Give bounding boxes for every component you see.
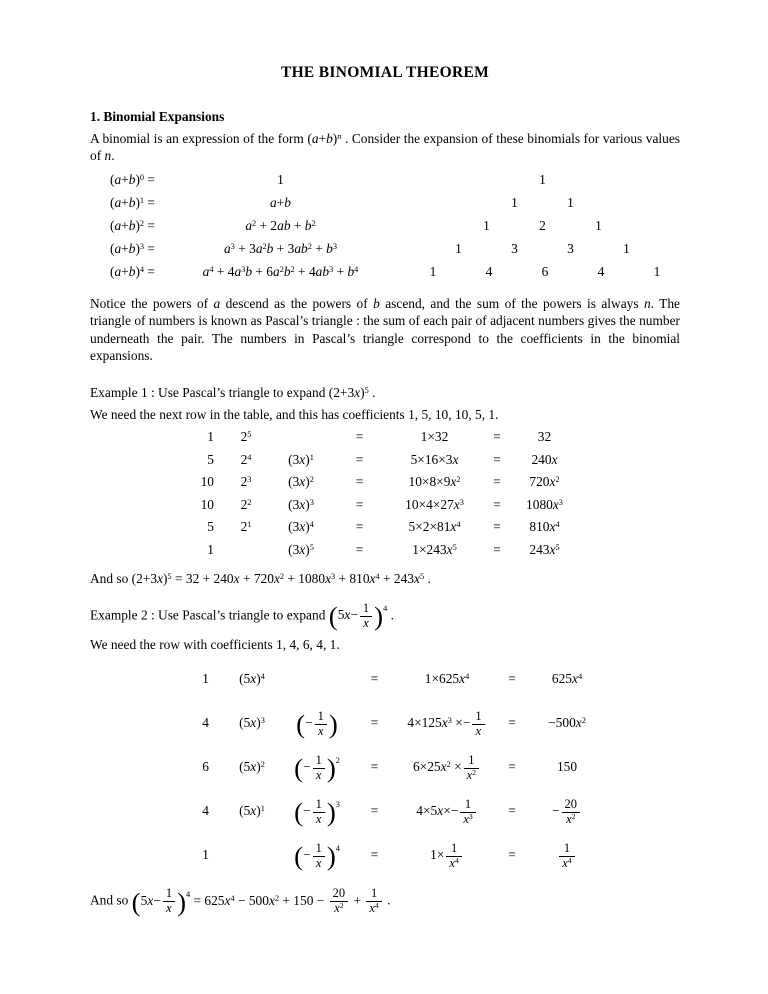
cell-product: $5\times 2\times 81x^4$ [408,519,461,535]
cell-equals: = [355,541,364,557]
expansion-row [90,195,680,218]
cell-base: $2^1$ [240,519,252,535]
cell-equals: = [493,429,501,445]
pascal-number: 1 [623,240,630,256]
cell-coefficient: 4 [202,803,209,819]
cell-result: 150 [556,759,578,775]
cell-equals: = [493,474,501,490]
cell-base: $2^2$ [240,496,252,512]
cell-coefficient: 1 [207,429,214,445]
cell-equals: = [355,519,364,535]
expansion-rhs: $a^4 + 4a^3b + 6a^2b^2 + 4ab^3 + b^4$ [202,263,359,279]
expansion-rhs: $a^3 + 3a^2b + 3ab^2 + b^3$ [224,240,337,256]
cell-equals: = [493,451,501,467]
pascal-row [373,172,680,188]
cell-factor: $(3x)^3$ [288,496,314,512]
cell-equals: = [355,474,364,490]
expansion-rhs: a+b [270,194,291,210]
expansion-lhs: $(a+b)^0$ = [110,171,155,187]
cell-product: $1\times 243x^5$ [412,541,457,557]
cell-result: $625x^4$ [551,671,583,687]
cell-factor: $(3x)^2$ [288,474,314,490]
pascal-number: 4 [597,263,605,279]
cell-equals: = [370,715,379,731]
pascal-number: 2 [539,217,546,233]
cell-equals: = [508,803,516,819]
cell-equals: = [493,496,501,512]
pascal-row [373,264,685,280]
pascal-row [373,241,680,257]
example1-conclusion: And so $(2+3x)^5 = 32 + 240x + 720x^2 + 1080x^3 + 810x^4 + 243x^5$ . [90,571,431,587]
cell-coefficient: 5 [207,519,214,535]
pascal-number: 4 [485,263,493,279]
cell-equals: = [493,541,501,557]
cell-equals: = [355,496,364,512]
expansion-rhs: 1 [277,171,284,187]
cell-result: $1080x^3$ [526,496,563,512]
cell-result: 32 [537,429,552,445]
cell-equals: = [355,429,364,445]
cell-equals: = [370,671,379,687]
pascal-number: 3 [567,240,574,256]
cell-equals: = [355,451,364,467]
example1-coefficients: We need the next row in the table, and this has coefficients 1, 5, 10, 10, 5, 1. [90,406,499,422]
example2-conclusion: And so (5x− $\frac{1}{x}$ )$^4 = 625x^4 - 500x^2 + 150$ − $\frac{20}{x^2}$ + $\frac{1}{x^4}$ . [90,886,391,917]
section-heading: 1. Binomial Expansions [90,109,225,124]
pascal-number: 1 [511,194,518,210]
cell-factor [270,426,332,449]
cell-equals: = [508,847,516,863]
cell-factor [282,657,352,701]
cell-result: $\frac{1}{x^4}$ [527,833,607,877]
cell-product: 4×5x×− $\frac{1}{x^3}$ [397,789,497,833]
cell-factor: (− $\frac{1}{x}$ )$^3$ [294,796,340,828]
cell-base: $2^3$ [240,474,252,490]
cell-coefficient: 10 [200,496,214,512]
cell-product: $10\times 4\times 27x^3$ [405,496,464,512]
example1-title: Example 1 : Use Pascal’s triangle to expand $(2+3x)^5$ . [90,384,376,400]
cell-equals: = [508,671,516,687]
cell-equals: = [508,715,516,731]
expansion-row [90,241,680,264]
pascal-number: 1 [539,171,546,187]
expansion-row [90,218,680,241]
cell-product: 1× $\frac{1}{x^4}$ [397,833,497,877]
cell-product: $4\times 125x^3$ ×− $\frac{1}{x}$ [397,701,497,745]
example2-coefficients: We need the row with coefficients 1, 4, 6, 4, 1. [90,636,340,652]
pascal-number: 1 [455,240,462,256]
cell-equals: = [370,847,379,863]
note-paragraph: Notice the powers of a descend as the powers of b ascend, and the sum of the powers is always n. The triangle of numbers is known as Pascal’s triangle : the sum of each pair of adjacent numbers gives the number underneath the pair. The numbers in Pascal’s triangle correspond to the coefficients in the binomial expansions. [90,295,680,364]
cell-result: $720x^2$ [529,474,560,490]
cell-result: 240x [531,451,558,467]
example1-table [187,426,680,561]
expansion-lhs: $(a+b)^4$ = [110,263,155,279]
expansion-list [90,172,680,287]
pascal-number: 6 [541,263,549,279]
pascal-number: 1 [653,263,661,279]
expansion-lhs: $(a+b)^1$ = [110,194,155,210]
intro-paragraph: A binomial is an expression of the form $(a+b)^n$ . Consider the expansion of these binomials for various values of n. [90,131,681,164]
cell-base: $(5x)^4$ [239,671,265,687]
cell-coefficient: 6 [202,759,209,775]
cell-base: $(5x)^1$ [239,803,265,819]
example2-table [187,657,680,877]
cell-coefficient: 10 [200,474,214,490]
cell-base: $2^5$ [240,429,252,445]
cell-product: $6\times 25x^2$ × $\frac{1}{x^2}$ [397,745,497,789]
cell-equals: = [508,759,516,775]
cell-factor: (− $\frac{1}{x}$ )$^2$ [294,752,340,784]
expansion-row [90,172,680,195]
cell-base: $2^4$ [240,451,252,467]
expansion-lhs: $(a+b)^3$ = [110,240,155,256]
cell-base [222,833,282,877]
cell-factor: (− $\frac{1}{x}$ ) [296,708,338,740]
cell-coefficient: 5 [207,451,214,467]
cell-coefficient: 1 [202,847,209,863]
cell-result: $810x^4$ [529,519,560,535]
cell-factor: $(3x)^1$ [288,451,314,467]
doc-title: THE BINOMIAL THEOREM [280,64,490,81]
pascal-number: 1 [567,194,574,210]
cell-coefficient: 4 [202,715,209,731]
cell-coefficient: 1 [202,671,209,687]
pascal-row [373,218,680,234]
pascal-row [373,195,680,211]
pascal-number: 1 [429,263,437,279]
cell-base [222,539,270,562]
cell-equals: = [370,803,379,819]
cell-product: 1×32 [420,429,449,445]
pascal-number: 1 [483,217,490,233]
cell-result: $-500x^2$ [548,715,586,731]
pascal-number: 1 [595,217,602,233]
cell-factor: (− $\frac{1}{x}$ )$^4$ [294,840,340,872]
expansion-rhs: $a^2 + 2ab + b^2$ [245,217,316,233]
cell-base: $(5x)^3$ [239,715,265,731]
cell-factor: $(3x)^5$ [288,541,314,557]
cell-base: $(5x)^2$ [239,759,265,775]
cell-result: $243x^5$ [529,541,560,557]
cell-product: 5×16×3x [410,451,459,467]
pascal-number: 3 [511,240,518,256]
cell-equals: = [370,759,379,775]
cell-equals: = [493,519,501,535]
expansion-lhs: $(a+b)^2$ = [110,217,155,233]
cell-result: − $\frac{20}{x^2}$ [527,789,607,833]
expansion-row [90,264,680,287]
example2-title: Example 2 : Use Pascal’s triangle to expand (5x− $\frac{1}{x}$ )$^4$ . [90,600,394,632]
cell-product: $1\times 625x^4$ [424,671,470,687]
cell-product: $10\times 8\times 9x^2$ [408,474,461,490]
cell-coefficient: 1 [207,541,214,557]
cell-factor: $(3x)^4$ [288,519,314,535]
